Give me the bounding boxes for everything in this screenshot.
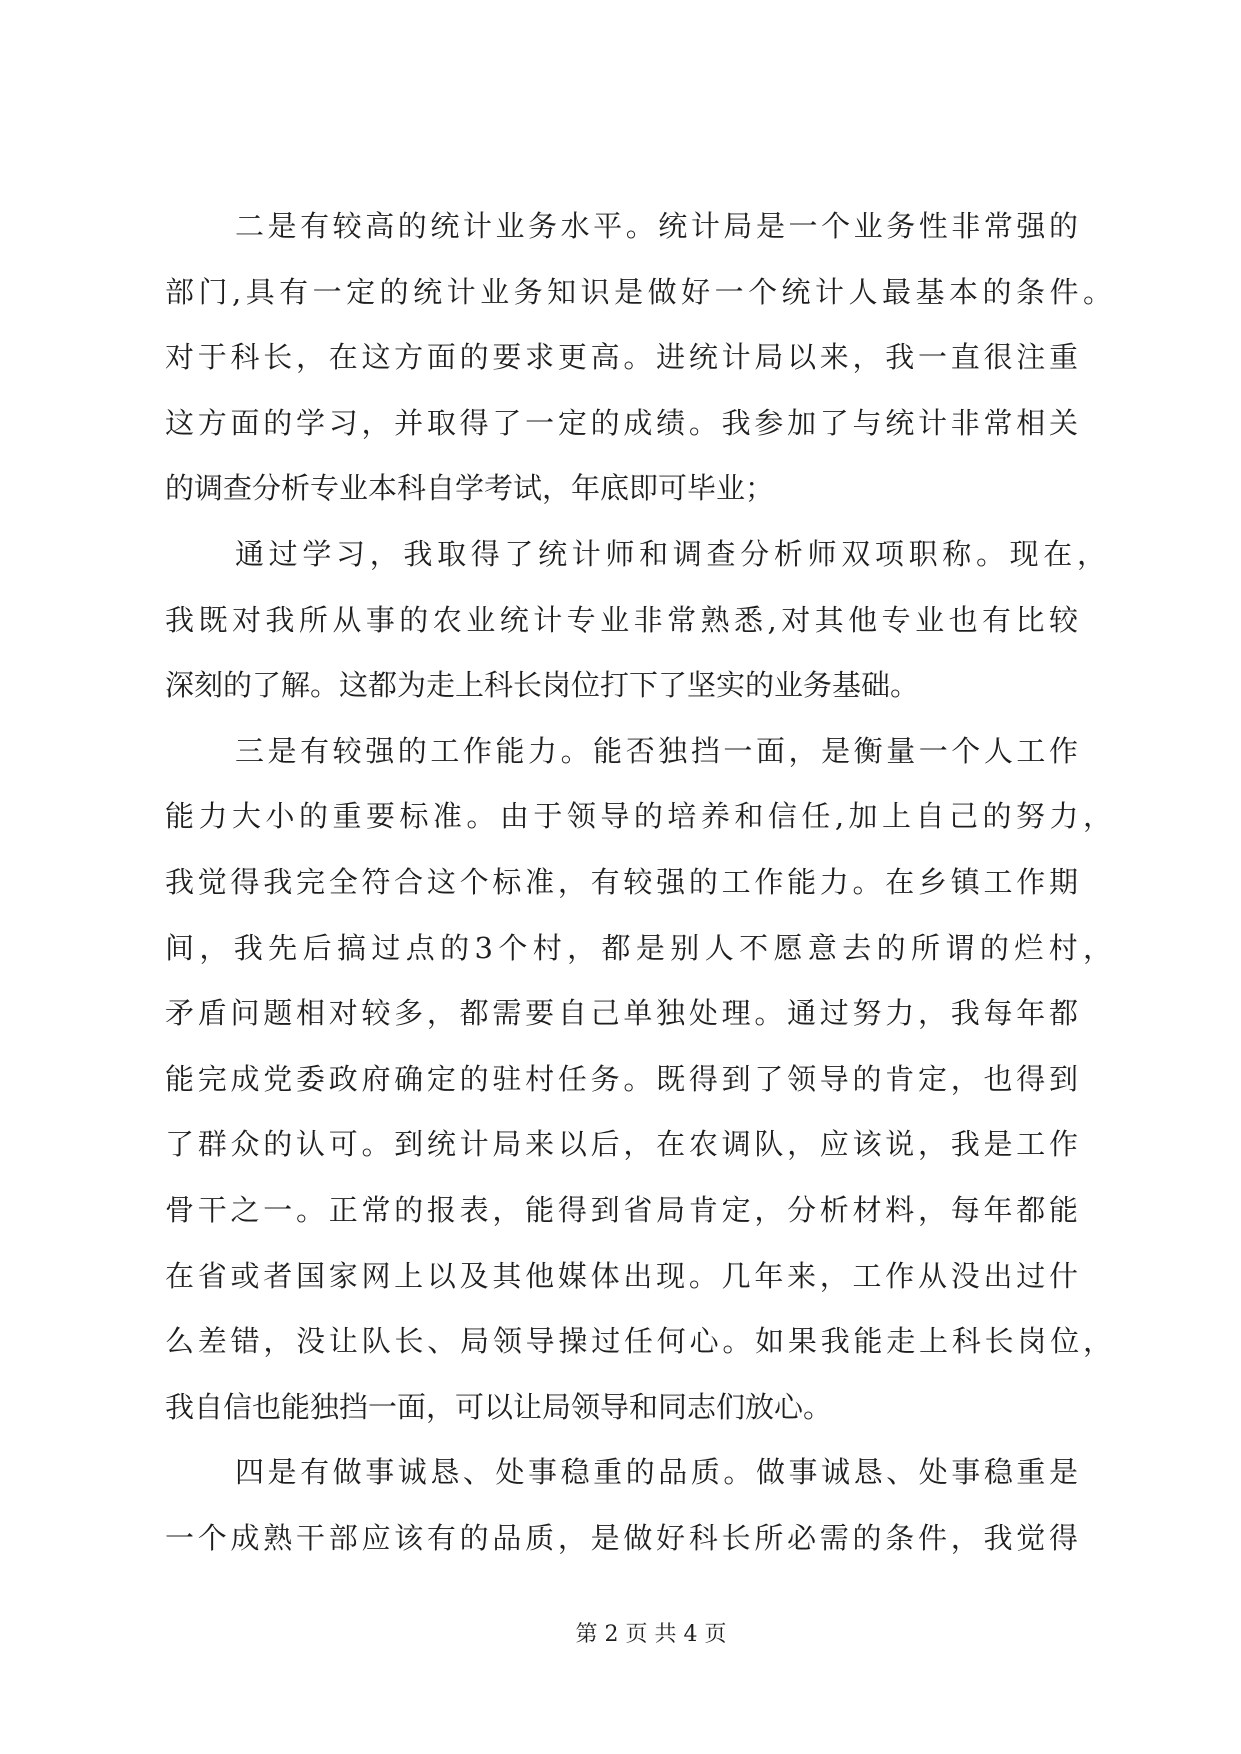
text-line: 么差错，没让队长、局领导操过任何心。如果我能走上科长岗位， [165, 1324, 1112, 1359]
text-line: 二是有较高的统计业务水平。统计局是一个业务性非常强的 [235, 209, 1078, 243]
text-line: 间，我先后搞过点的3个村，都是别人不愿意去的所谓的烂村， [165, 930, 1112, 965]
text-line: 矛盾问题相对较多，都需要自己单独处理。通过努力，我每年都 [165, 996, 1078, 1031]
text-line: 我觉得我完全符合这个标准，有较强的工作能力。在乡镇工作期 [165, 864, 1078, 899]
document-body [0, 194, 1241, 1571]
text-line: 了群众的认可。到统计局来以后，在农调队，应该说，我是工作 [165, 1127, 1078, 1162]
text-line: 通过学习，我取得了统计师和调查分析师双项职称。现在， [235, 536, 1106, 571]
text-line: 四是有做事诚恳、处事稳重的品质。做事诚恳、处事稳重是 [235, 1455, 1078, 1490]
text-line: 一个成熟干部应该有的品质，是做好科长所必需的条件，我觉得 [165, 1520, 1078, 1555]
text-line: 部门,具有一定的统计业务知识是做好一个统计人最基本的条件。 [165, 274, 1112, 309]
text-line: 我既对我所从事的农业统计专业非常熟悉,对其他专业也有比较 [165, 602, 1078, 637]
text-line: 我自信也能独挡一面，可以让局领导和同志们放心。 [165, 1389, 833, 1424]
text-line: 能力大小的重要标准。由于领导的培养和信任,加上自己的努力， [165, 799, 1112, 834]
text-line: 这方面的学习，并取得了一定的成绩。我参加了与统计非常相关 [165, 405, 1078, 440]
text-line: 的调查分析专业本科自学考试，年底即可毕业； [165, 471, 775, 506]
page-footer: 第 2 页 共 4 页 [575, 1622, 727, 1647]
text-line: 在省或者国家网上以及其他媒体出现。几年来，工作从没出过什 [165, 1258, 1078, 1293]
text-line: 骨干之一。正常的报表，能得到省局肯定，分析材料，每年都能 [165, 1192, 1078, 1227]
text-line: 对于科长，在这方面的要求更高。进统计局以来，我一直很注重 [165, 340, 1078, 375]
text-line: 三是有较强的工作能力。能否独挡一面，是衡量一个人工作 [235, 733, 1078, 768]
text-line: 深刻的了解。这都为走上科长岗位打下了坚实的业务基础。 [165, 668, 920, 703]
text-line: 能完成党委政府确定的驻村任务。既得到了领导的肯定，也得到 [165, 1061, 1078, 1096]
